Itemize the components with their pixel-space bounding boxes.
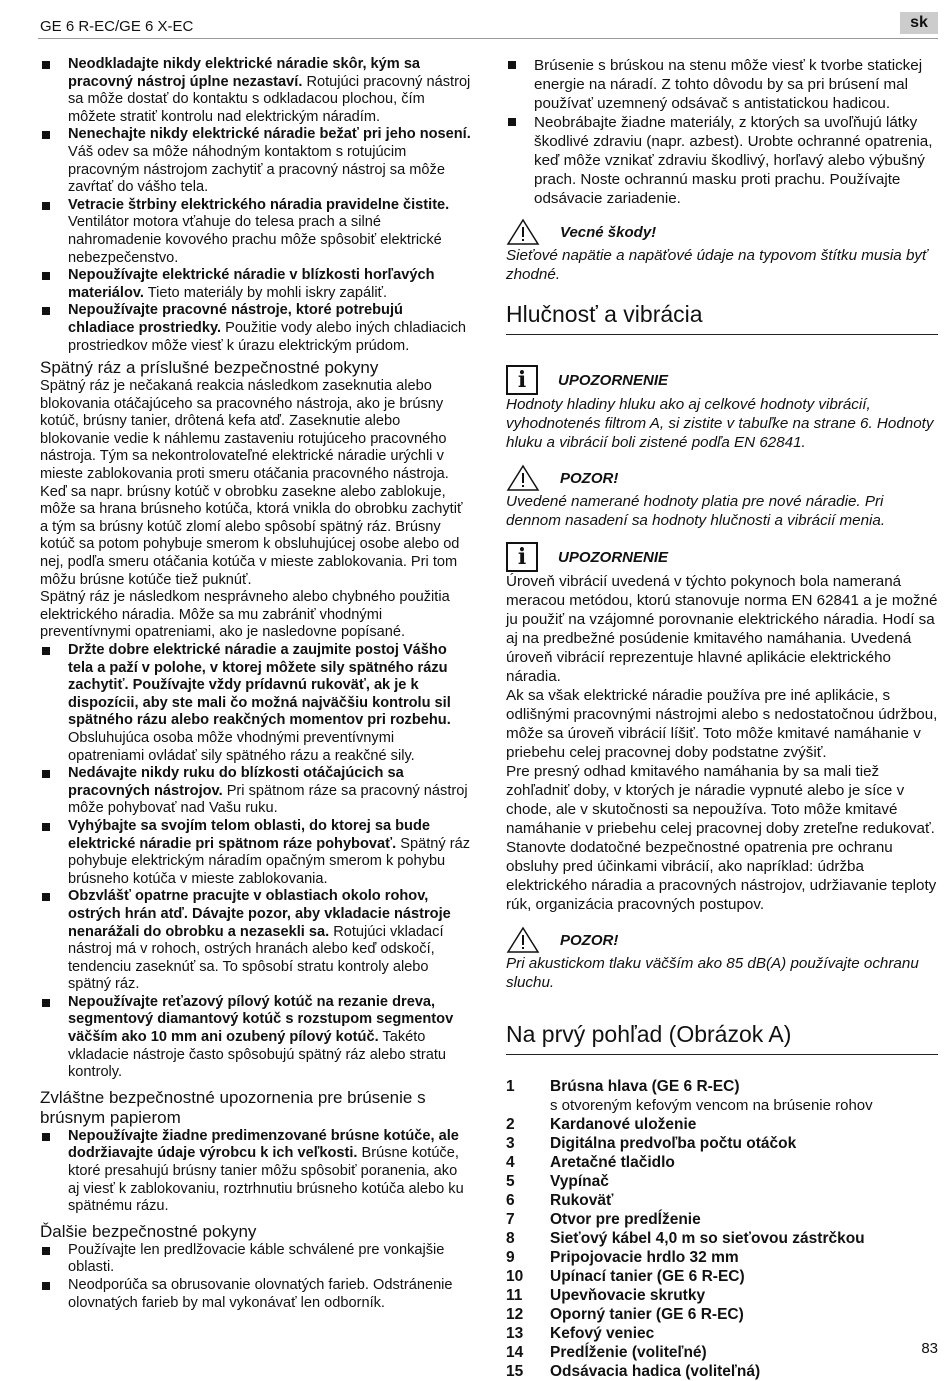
part-row bbox=[506, 1153, 938, 1172]
part-row bbox=[506, 1324, 938, 1343]
section-title-noise: Hlučnosť a vibrácia bbox=[506, 300, 938, 335]
part-label: Oporný tanier (GE 6 R-EC) bbox=[550, 1306, 744, 1323]
language-badge: sk bbox=[900, 12, 938, 34]
note1-header bbox=[506, 365, 938, 395]
part-number: 2 bbox=[506, 1116, 515, 1133]
part-number: 12 bbox=[506, 1306, 524, 1323]
part-number: 7 bbox=[506, 1211, 515, 1228]
part-label: Upevňovacie skrutky bbox=[550, 1287, 706, 1304]
part-row bbox=[506, 1210, 938, 1229]
paragraph: Spätný ráz je nečakaná reakcia následkom zaseknutia alebo blokovania otáčajúceho sa pracovného nástroja, ako je brúsny kotúč, brúsny tanier, drôtená kefa atď. Zaseknutie alebo blokovanie vedie k náhlemu zastaveniu rotujúceho pracovného nástroja. Tým sa nekontrolovateľné elektrické náradie urýchli v mieste zablokovania proti smeru otáčania pracovného nástroja. bbox=[40, 378, 449, 483]
bullet-item bbox=[40, 1277, 472, 1312]
bullet-item bbox=[40, 1242, 472, 1277]
bullet-item bbox=[40, 126, 472, 196]
part-label: Kardanové uloženie bbox=[550, 1116, 697, 1133]
paragraph: Pre presný odhad kmitavého namáhania by sa mali tiež zohľadniť doby, v ktorých je náradie vypnuté alebo je síce v chode, ale v skutočnosti sa nepoužíva. Toto môže kmitavé namáhanie v priebehu celej pracovnej doby zreteľne redukovať. bbox=[506, 763, 935, 837]
paragraph: Keď sa napr. brúsny kotúč v obrobku zasekne alebo zablokuje, môže sa hrana brúsneho kotúča, ktorá vnikla do obrobku zachytiť a tým sa brúsny kotúč zlomí alebo spôsobí spätný ráz. Brúsny kotúč sa potom pohybuje smerom k obsluhujúcej osobe alebo od nej, podľa smeru otáčania kotúča v mieste zablokovania. Pri tom môžu brúsne kotúče tiež puknúť. bbox=[40, 483, 463, 588]
part-label: Upínací tanier (GE 6 R-EC) bbox=[550, 1268, 745, 1285]
bullet-bold-text: Nepoužívajte elektrické náradie v blízkosti horľavých materiálov. bbox=[68, 267, 435, 301]
bullet-bold-text: Držte dobre elektrické náradie a zaujmite postoj Vášho tela a paží v polohe, v ktorej môžete sily spätného rázu zachytiť. Používajte vždy prídavnú rukoväť, ak je k dispozícii, aby ste mali čo možná najväčšiu kontrolu sil spätného rázu alebo reakčných momentov pri rozbehu. bbox=[68, 642, 451, 729]
left-column bbox=[40, 56, 472, 1312]
caution1-label: POZOR! bbox=[560, 469, 619, 487]
part-number: 5 bbox=[506, 1173, 515, 1190]
part-number: 8 bbox=[506, 1230, 515, 1247]
bullet-item bbox=[40, 56, 472, 126]
right-column bbox=[506, 56, 938, 1381]
bullet-text: Spätný ráz pohybuje elektrickým náradím opačným smerom k pohybu brúsneho kotúča v mieste zablokovania. bbox=[68, 835, 470, 887]
bullet-text: Neobrábajte žiadne materiály, z ktorých sa uvoľňujú látky škodlivé zdraviu (napr. azbest). Urobte ochranné opatrenia, keď môže vznikať zdraviu škodlivý, horľavý alebo výbušný prach. Noste ochrannú masku proti prachu. Používajte odsávacie zariadenie. bbox=[534, 114, 933, 207]
damage-label: Vecné škody! bbox=[560, 223, 657, 241]
part-label: Brúsna hlava (GE 6 R-EC) bbox=[550, 1078, 740, 1095]
part-number: 9 bbox=[506, 1249, 515, 1266]
bullet-item bbox=[506, 56, 938, 113]
bullet-bold-text: Nepoužívajte pracovné nástroje, ktoré potrebujú chladiace prostriedky. bbox=[68, 302, 403, 336]
part-row bbox=[506, 1305, 938, 1324]
part-label: Rukoväť bbox=[550, 1192, 614, 1209]
damage-text: Sieťové napätie a napäťové údaje na typovom štítku musia byť zhodné. bbox=[506, 247, 928, 283]
bullet-bold-text: Vyhýbajte sa svojím telom oblasti, do ktorej sa bude elektrické náradie pri spätnom ráze pohybovať. bbox=[68, 817, 430, 852]
paragraph: Ak sa však elektrické náradie používa pre iné aplikácie, s odlišnými pracovnými nástrojmi alebo s nedostatočnou údržbou, môže sa úroveň vibrácií líšiť. Toto môže kmitavé namáhanie v priebehu celej pracovnej doby podstatne zvýšiť. bbox=[506, 687, 938, 761]
bullet-bold-text: Obzvlášť opatrne pracujte v oblastiach okolo rohov, ostrých hrán atď. Dávajte pozor, aby vkladacie nástroje nenarážali do obrobku a nezasekli sa. bbox=[68, 888, 451, 940]
bullet-item bbox=[40, 765, 472, 818]
part-number: 3 bbox=[506, 1135, 515, 1152]
section-title-overview: Na prvý pohľad (Obrázok A) bbox=[506, 1020, 938, 1055]
bullet-bold-text: Neodkladajte nikdy elektrické náradie skôr, kým sa pracovný nástroj úplne nezastaví. bbox=[68, 56, 421, 90]
section-title-kickback: Spätný ráz a príslušné bezpečnostné pokyny bbox=[40, 358, 379, 378]
bullet-item bbox=[506, 113, 938, 208]
bullet-item bbox=[40, 1128, 472, 1216]
document-header-title: GE 6 R-EC/GE 6 X-EC bbox=[40, 18, 194, 35]
part-row bbox=[506, 1343, 938, 1362]
bullet-text: Rotujúci vkladací nástroj má v rohoch, ostrých hranách alebo keď odskočí, tendenciu zaseknúť sa. To spôsobí stratu kontroly alebo spätný ráz. bbox=[68, 923, 444, 993]
note2-header bbox=[506, 542, 938, 572]
warning-triangle-icon bbox=[506, 926, 540, 954]
bullet-text: Neodporúča sa obrusovanie olovnatých farieb. Odstránenie olovnatých farieb by mal vykonávať len odborník. bbox=[68, 1277, 453, 1311]
bullet-text: Brúsne kotúče, ktoré presahujú brúsny tanier môžu spôsobiť poranenia, ako aj viesť k zablokovaniu, roztrhnutiu brúsneho kotúča alebo ku spätnému rázu. bbox=[68, 1145, 464, 1215]
warning-triangle-icon bbox=[506, 218, 540, 246]
bullet-item bbox=[40, 197, 472, 267]
bullet-text: Tieto materiály by mohli iskry zapáliť. bbox=[143, 284, 388, 301]
part-label: Aretačné tlačidlo bbox=[550, 1154, 675, 1171]
bullet-list-dust bbox=[506, 56, 938, 208]
note1-label: UPOZORNENIE bbox=[558, 371, 669, 389]
part-label: Pripojovacie hrdlo 32 mm bbox=[550, 1249, 739, 1266]
note1-text: Hodnoty hladiny hluku ako aj celkové hodnoty vibrácií, vyhodnotenés filtrom A, si zistite v tabuľke na strane 6. Hodnoty hluku a vibrácií boli zistené podľa EN 62841. bbox=[506, 396, 934, 451]
page-number: 83 bbox=[921, 1340, 938, 1357]
section-title-other: Ďalšie bezpečnostné pokyny bbox=[40, 1221, 257, 1241]
bullet-text: Obsluhujúca osoba môže vhodnými preventívnymi opatreniami ovládať sily spätného rázu a reakčné sily. bbox=[68, 729, 415, 764]
bullet-text: Brúsenie s brúskou na stenu môže viesť k tvorbe statickej energie na náradí. Z tohto dôvodu by sa pri brúsení mal používať uzemnený odsávač s antistatickou hadicou. bbox=[534, 57, 923, 112]
part-row bbox=[506, 1286, 938, 1305]
part-row bbox=[506, 1077, 938, 1096]
bullet-list-sanding bbox=[40, 1128, 472, 1216]
bullet-text: Rotujúci pracovný nástroj sa môže dostať do kontaktu s odkladacou plochou, čím môžete stratiť kontrolu nad elektrickým náradím. bbox=[68, 73, 471, 125]
part-label: Digitálna predvoľba počtu otáčok bbox=[550, 1135, 797, 1152]
warning-triangle-icon bbox=[506, 464, 540, 492]
caution1-text: Uvedené namerané hodnoty platia pre nové náradie. Pri dennom nasadení sa hodnoty hlučnosti a vibrácií menia. bbox=[506, 493, 886, 529]
bullet-bold-text: Nenechajte nikdy elektrické náradie bežať pri jeho nosení. bbox=[68, 126, 471, 143]
caution2-label: POZOR! bbox=[560, 931, 619, 949]
part-description: s otvoreným kefovým vencom na brúsenie rohov bbox=[550, 1097, 873, 1114]
bullet-item bbox=[40, 888, 472, 994]
part-label: Sieťový kábel 4,0 m so sieťovou zástrčkou bbox=[550, 1230, 865, 1247]
bullet-bold-text: Vetracie štrbiny elektrického náradia pravidelne čistite. bbox=[68, 196, 450, 213]
paragraph: Spätný ráz je následkom nesprávneho alebo chybného použitia elektrického náradia. Môže sa mu zabrániť vhodnými preventívnymi opatreniami, ako je nasledovne popísané. bbox=[40, 589, 450, 641]
bullet-text: Použitie vody alebo iných chladiacich prostriedkov môže viesť k úrazu elektrickým prúdom. bbox=[68, 319, 467, 354]
caution2-text: Pri akustickom tlaku väčším ako 85 dB(A) používajte ochranu sluchu. bbox=[506, 955, 919, 991]
paragraph: Úroveň vibrácií uvedená v týchto pokynoch bola nameraná meracou metódou, ktorú stanovuje norma EN 62841 a je možné ju použiť na vzájomné porovnanie elektrického náradia. Hodí sa aj na predbežné posúdenie kmitavého namáhania. Uvedená úroveň vibrácií reprezentuje hlavné aplikácie elektrického náradia. bbox=[506, 573, 938, 685]
bullet-text: Pri spätnom ráze sa pracovný nástroj môže pohybovať nad Vašu ruku. bbox=[68, 782, 468, 817]
part-number: 15 bbox=[506, 1363, 524, 1380]
part-row bbox=[506, 1267, 938, 1286]
damage-note-header bbox=[506, 218, 938, 246]
bullet-text: Váš odev sa môže náhodným kontaktom s rotujúcim pracovným nástrojom zachytiť a pracovný nástroj sa môže zavŕtať do vášho tela. bbox=[68, 143, 445, 196]
part-row bbox=[506, 1172, 938, 1191]
bullet-item bbox=[40, 267, 472, 302]
part-number: 6 bbox=[506, 1192, 515, 1209]
caution1-header bbox=[506, 464, 938, 492]
part-label: Predĺženie (voliteľné) bbox=[550, 1344, 707, 1361]
bullet-text: Takéto vkladacie nástroje často spôsobujú spätný ráz alebo stratu kontroly. bbox=[68, 1029, 447, 1081]
part-number: 14 bbox=[506, 1344, 524, 1361]
part-row bbox=[506, 1229, 938, 1248]
bullet-bold-text: Nepoužívajte žiadne predimenzované brúsne kotúče, ale dodržiavajte údaje výrobcu k ich veľkosti. bbox=[68, 1127, 459, 1162]
part-row bbox=[506, 1191, 938, 1210]
parts-list bbox=[506, 1077, 938, 1381]
note2-label: UPOZORNENIE bbox=[558, 548, 669, 566]
bullet-bold-text: Nedávajte nikdy ruku do blízkosti otáčajúcich sa pracovných nástrojov. bbox=[68, 765, 404, 799]
bullet-text: Ventilátor motora vťahuje do telesa prach a silné nahromadenie kovového prachu môže spôsobiť elektrické nebezpečenstvo. bbox=[68, 214, 442, 266]
part-label: Kefový veniec bbox=[550, 1325, 655, 1342]
bullet-list-kickback bbox=[40, 642, 472, 1082]
part-label: Otvor pre predĺženie bbox=[550, 1211, 701, 1228]
bullet-item bbox=[40, 642, 472, 765]
bullet-item bbox=[40, 994, 472, 1082]
section-title-sanding: Zvláštne bezpečnostné upozornenia pre brúsenie s brúsnym papierom bbox=[40, 1087, 426, 1127]
bullet-item bbox=[40, 302, 472, 355]
part-label: Odsávacia hadica (voliteľná) bbox=[550, 1363, 761, 1380]
part-number: 10 bbox=[506, 1268, 524, 1285]
bullet-text: Používajte len predlžovacie káble schválené pre vonkajšie oblasti. bbox=[68, 1241, 445, 1276]
caution2-header bbox=[506, 926, 938, 954]
info-icon: i bbox=[506, 365, 538, 395]
part-row bbox=[506, 1248, 938, 1267]
header-divider bbox=[38, 38, 938, 39]
bullet-item bbox=[40, 818, 472, 888]
bullet-list-safety bbox=[40, 56, 472, 355]
bullet-list-other bbox=[40, 1242, 472, 1312]
bullet-bold-text: Nepoužívajte reťazový pílový kotúč na rezanie dreva, segmentový diamantový kotúč s rozstupom segmentov väčším ako 10 mm ani ozubený pílový kotúč. bbox=[68, 993, 454, 1046]
part-row bbox=[506, 1134, 938, 1153]
part-number: 4 bbox=[506, 1154, 515, 1171]
part-row bbox=[506, 1362, 938, 1381]
part-number: 1 bbox=[506, 1078, 515, 1095]
part-number: 11 bbox=[506, 1287, 523, 1304]
part-row bbox=[506, 1115, 938, 1134]
info-icon: i bbox=[506, 542, 538, 572]
part-label: Vypínač bbox=[550, 1173, 609, 1190]
paragraph: Stanovte dodatočné bezpečnostné opatrenia pre ochranu obsluhy pred účinkami vibrácií, ako napríklad: údržba elektrického náradia a pracovných nástrojov, udržiavanie teploty rúk, organizácia pracovných postupov. bbox=[506, 839, 937, 913]
part-number: 13 bbox=[506, 1325, 524, 1342]
